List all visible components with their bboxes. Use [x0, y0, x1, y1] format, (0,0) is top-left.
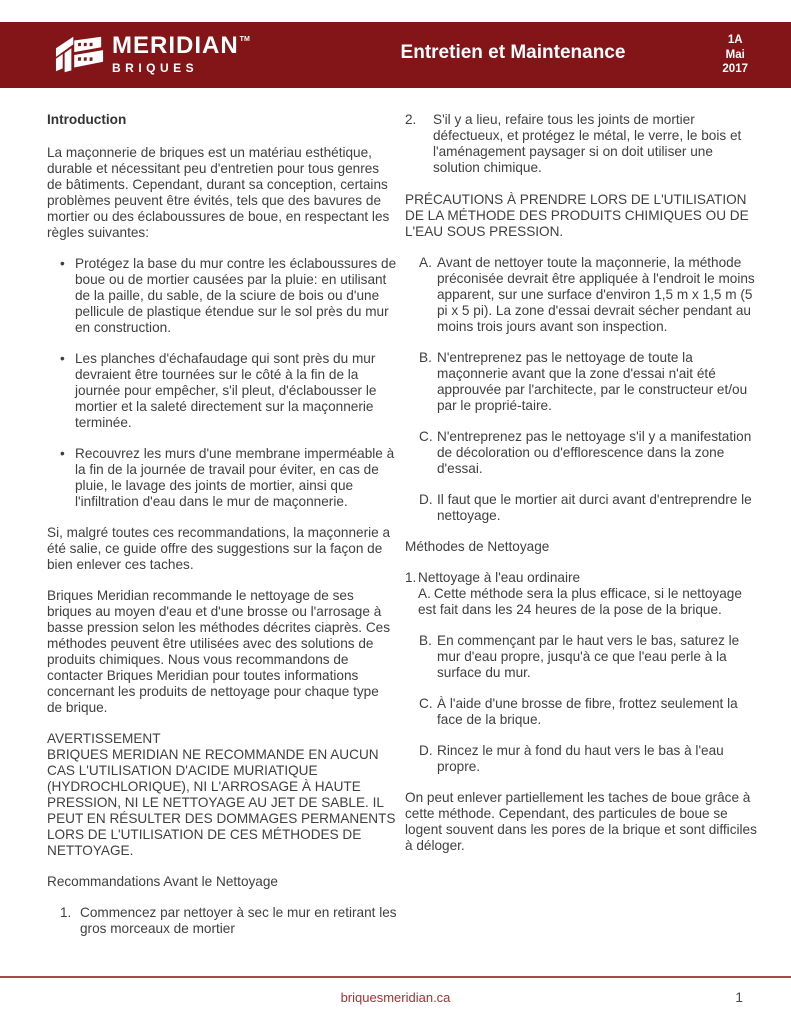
method-1-lettered-list	[419, 633, 763, 775]
doc-code: 1A	[727, 34, 743, 46]
bullet-marker: •	[60, 256, 65, 271]
list-item	[60, 351, 397, 431]
brand-name: MERIDIAN	[112, 32, 239, 59]
rules-bullet-list	[60, 256, 397, 510]
bullet-marker: •	[60, 351, 65, 366]
brick-building-icon	[55, 31, 105, 77]
warning-block	[47, 731, 397, 859]
item-text: N'entreprenez pas le nettoyage s'il y a manifestation de décoloration ou d'efflorescence dans la zone d'essai.	[437, 429, 752, 476]
right-column	[405, 112, 763, 869]
list-item	[60, 446, 397, 510]
precautions-lettered-list	[419, 255, 763, 524]
letter-label: C.	[419, 696, 433, 711]
warning-text: BRIQUES MERIDIAN NE RECOMMANDE EN AUCUN CAS L'UTILISATION D'ACIDE MURIATIQUE (HYDROCHLORIQUE), NI L'ARROSAGE À HAUTE PRESSION, NI LE NETTOYAGE AU JET DE SABLE. IL PEUT EN RÉSULTER DES DOMMAGES PERMANENTS LORS DE L'UTILISATION DE CES MÉTHODES DE NETTOYAGE.	[47, 747, 396, 858]
recommendation-paragraph: Briques Meridian recommande le nettoyage de ses briques au moyen d'eau et d'une brosse ou l'arrosage à basse pression selon les méthodes décrites ciaprès. Ces méthodes peuvent être utilisées avec des solutions de produits chimiques. Nous vous recommandons de contacter Briques Meridian pour toutes informations concernant les produits de nettoyage pour chaque type de brique.	[47, 588, 391, 715]
footer-divider	[0, 976, 791, 978]
methods-heading: Méthodes de Nettoyage	[405, 539, 550, 554]
numbered-step-1	[60, 905, 397, 937]
closing-paragraph: On peut enlever partiellement les taches de boue grâce à cette méthode. Cependant, des particules de boue se logent souvent dans les pores de la brique et sont difficiles à déloger.	[405, 790, 757, 853]
precautions-heading: PRÉCAUTIONS À PRENDRE LORS DE L'UTILISATION DE LA MÉTHODE DES PRODUITS CHIMIQUES OU DE L'EAU SOUS PRESSION.	[405, 192, 749, 239]
method-1-item-a	[418, 586, 763, 618]
letter-label: B.	[419, 350, 432, 365]
numbered-step-2	[405, 112, 763, 176]
item-text: Avant de nettoyer toute la maçonnerie, la méthode préconisée devrait être appliquée à l'endroit le moins apparent, sur une surface d'environ 1,5 m x 1,5 m (5 pi x 5 pi). La zone d'essai devrait sécher pendant au moins trois jours avant son inspection.	[437, 255, 755, 334]
header-band	[0, 22, 791, 88]
step-text: S'il y a lieu, refaire tous les joints de mortier défectueux, et protégez le métal, le verre, le bois et l'aménagement paysager si on doit utiliser une solution chimique.	[433, 112, 742, 175]
page-number: 1	[735, 989, 743, 1005]
list-item	[419, 255, 763, 335]
trademark-symbol: TM	[239, 36, 250, 43]
letter-label: D.	[419, 492, 433, 507]
warning-title: AVERTISSEMENT	[47, 731, 161, 746]
brand-subtitle: BRIQUES	[112, 61, 199, 75]
guide-paragraph: Si, malgré toutes ces recommandations, la maçonnerie a été salie, ce guide offre des suggestions sur la façon de bien enlever ces taches.	[47, 525, 391, 572]
subheading-recommendations: Recommandations Avant le Nettoyage	[47, 874, 278, 889]
item-text: N'entreprenez pas le nettoyage de toute la maçonnerie avant que la zone d'essai n'ait été approuvée par l'architecte, par le constructeur et/ou par le proprié-taire.	[437, 350, 748, 413]
section-heading-introduction: Introduction	[47, 112, 127, 127]
item-text: Rincez le mur à fond du haut vers le bas à l'eau propre.	[437, 743, 724, 774]
doc-month: Mai	[725, 48, 745, 61]
item-text: À l'aide d'une brosse de fibre, frottez seulement la face de la brique.	[437, 696, 738, 727]
list-item	[419, 633, 763, 681]
step-number: 1.	[60, 905, 72, 920]
document-title: Entretien et Maintenance	[400, 42, 626, 63]
item-text: Il faut que le mortier ait durci avant d'entreprendre le nettoyage.	[437, 492, 752, 523]
list-item	[60, 256, 397, 336]
bullet-text: Recouvrez les murs d'une membrane imperméable à la fin de la journée de travail pour éviter, en cas de pluie, le lavage des joints de mortier, ainsi que l'infiltration d'eau dans le mur de maçonnerie.	[75, 446, 395, 509]
list-item	[419, 743, 763, 775]
step-number: 2.	[405, 112, 417, 127]
intro-paragraph: La maçonnerie de briques est un matériau esthétique, durable et nécessitant peu d'entretien pour tous genres de bâtiments. Cependant, durant sa conception, certains problèmes peuvent être évités, tels que des bavures de mortier ou des éclaboussures de boue, en respectant les règles suivantes:	[47, 145, 390, 240]
meridian-logo	[55, 31, 250, 77]
letter-label: D.	[419, 743, 433, 758]
bullet-text: Les planches d'échafaudage qui sont près du mur devraient être tournées sur le côté à la fin de la journée pour empêcher, s'il pleut, d'éclabousser le mortier et la saleté directement sur la maçonnerie terminée.	[75, 351, 377, 430]
bullet-marker: •	[60, 446, 65, 461]
left-column	[47, 112, 397, 952]
document-reference	[722, 33, 748, 77]
method-1-heading	[405, 570, 763, 586]
list-item	[419, 492, 763, 524]
list-item	[419, 429, 763, 477]
list-item	[419, 350, 763, 414]
bullet-text: Protégez la base du mur contre les éclaboussures de boue ou de mortier causées par la pluie: en utilisant de la paille, du sable, de la sciure de bois ou d'une pellicule de plastique étendue sur le sol près du mur en construction.	[75, 256, 397, 335]
footer-website-link[interactable]: briquesmeridian.ca	[340, 990, 451, 1005]
letter-label: A.	[419, 255, 432, 270]
letter-label: A.	[418, 586, 431, 601]
logo-wordmark	[112, 34, 250, 74]
list-item	[419, 696, 763, 728]
method-number: 1.	[405, 570, 417, 585]
step-text: Commencez par nettoyer à sec le mur en retirant les gros morceaux de mortier	[80, 905, 397, 936]
method-title: Nettoyage à l'eau ordinaire	[418, 570, 581, 585]
letter-label: C.	[419, 429, 433, 444]
item-text: En commençant par le haut vers le bas, saturez le mur d'eau propre, jusqu'à ce que l'eau perle à la surface du mur.	[437, 633, 740, 680]
letter-label: B.	[419, 633, 432, 648]
item-text: Cette méthode sera la plus efficace, si le nettoyage est fait dans les 24 heures de la pose de la brique.	[418, 586, 742, 617]
doc-year: 2017	[722, 63, 748, 75]
